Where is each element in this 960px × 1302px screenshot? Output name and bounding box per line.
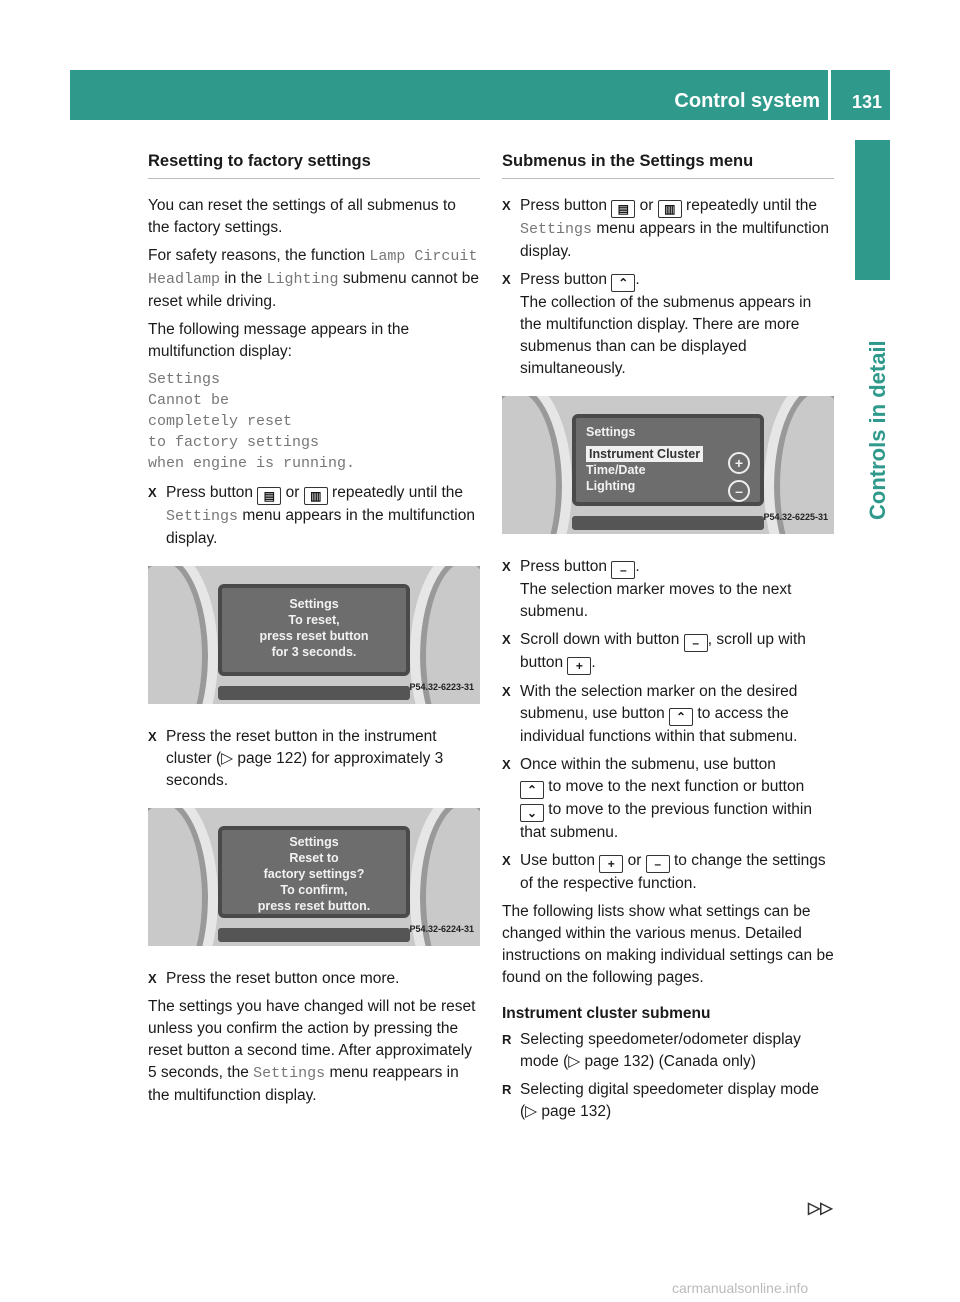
step: X Once within the submenu, use button ⌃ to move to the next function or button ⌄ to move to the previous function within that submenu. <box>502 754 834 844</box>
lcd-screen: Settings Reset to factory settings? To confirm, press reset button. <box>218 826 410 918</box>
sidebar-tab <box>855 140 890 280</box>
display-image-3 <box>502 396 834 534</box>
step: X Press the reset button once more. <box>148 968 480 990</box>
minus-icon: – <box>728 480 750 502</box>
step: X Use button + or – to change the settings of the respective function. <box>502 850 834 895</box>
list-item: R Selecting digital speedometer display mode (▷ page 132) <box>502 1079 834 1123</box>
step: X Press button ▤ or ▥ repeatedly until the Settings menu appears in the multifunction display. <box>502 195 834 263</box>
paragraph: The settings you have changed will not be reset unless you confirm the action by pressing the reset button a second time. After approximately 5 seconds, the Settings menu reappears in the multifunction display. <box>148 998 476 1104</box>
left-column <box>148 150 480 1113</box>
up-button-icon: ⌃ <box>520 781 544 799</box>
image-code: P54.32-6223-31 <box>409 682 474 692</box>
plus-button-icon: + <box>567 657 591 675</box>
step: X Press button ▤ or ▥ repeatedly until the Settings menu appears in the multifunction display. <box>148 482 480 550</box>
up-button-icon: ⌃ <box>611 274 635 292</box>
menu-next-button-icon: ▥ <box>304 487 328 505</box>
plus-button-icon: + <box>599 855 623 873</box>
menu-next-button-icon: ▥ <box>658 200 682 218</box>
image-code: P54.32-6224-31 <box>409 924 474 934</box>
step: X With the selection marker on the desired submenu, use button ⌃ to access the individual functions within that submenu. <box>502 681 834 748</box>
continue-icon: ▷▷ <box>808 1200 833 1217</box>
list-item: R Selecting speedometer/odometer display mode (▷ page 132) (Canada only) <box>502 1029 834 1073</box>
image-code: P54.32-6225-31 <box>763 512 828 522</box>
paragraph: You can reset the settings of all submenus to the factory settings. <box>148 197 456 236</box>
menu-prev-button-icon: ▤ <box>611 200 635 218</box>
paragraph: The following lists show what settings can be changed within the various menus. Detailed instructions on making individual settings can be found on the following pages. <box>502 903 834 986</box>
plus-icon: + <box>728 452 750 474</box>
step: X Press the reset button in the instrument cluster (▷ page 122) for approximately 3 seconds. <box>148 726 480 792</box>
step: X Press button ⌃ . The collection of the submenus appears in the multifunction display. There are more submenus than can be displayed simultaneously. <box>502 269 834 380</box>
minus-button-icon: – <box>611 561 635 579</box>
minus-button-icon: – <box>646 855 670 873</box>
menu-prev-button-icon: ▤ <box>257 487 281 505</box>
lcd-screen: Settings Instrument Cluster Time/Date Lighting + – <box>572 414 764 506</box>
display-image-1 <box>148 566 480 704</box>
section-title: Control system <box>674 90 820 112</box>
display-image-2 <box>148 808 480 946</box>
heading-resetting: Resetting to factory settings <box>148 150 480 179</box>
paragraph: For safety reasons, the function Lamp Circuit Headlamp in the Lighting submenu cannot be reset while driving. <box>148 247 480 310</box>
right-column <box>502 150 834 1129</box>
footer-watermark: carmanualsonline.info <box>672 1280 809 1296</box>
display-message: Settings Cannot be completely reset to factory settings when engine is running. <box>148 371 356 472</box>
subheading: Instrument cluster submenu <box>502 1005 711 1022</box>
paragraph: The following message appears in the multifunction display: <box>148 321 410 360</box>
heading-submenus: Submenus in the Settings menu <box>502 150 834 179</box>
down-button-icon: ⌄ <box>520 804 544 822</box>
up-button-icon: ⌃ <box>669 708 693 726</box>
step: X Press button – . The selection marker moves to the next submenu. <box>502 556 834 623</box>
step: X Scroll down with button – , scroll up with button + . <box>502 629 834 675</box>
sidebar-label: Controls in detail <box>865 340 890 520</box>
lcd-screen: Settings To reset, press reset button for 3 seconds. <box>218 584 410 676</box>
page-number: 131 <box>851 92 882 112</box>
minus-button-icon: – <box>684 634 708 652</box>
